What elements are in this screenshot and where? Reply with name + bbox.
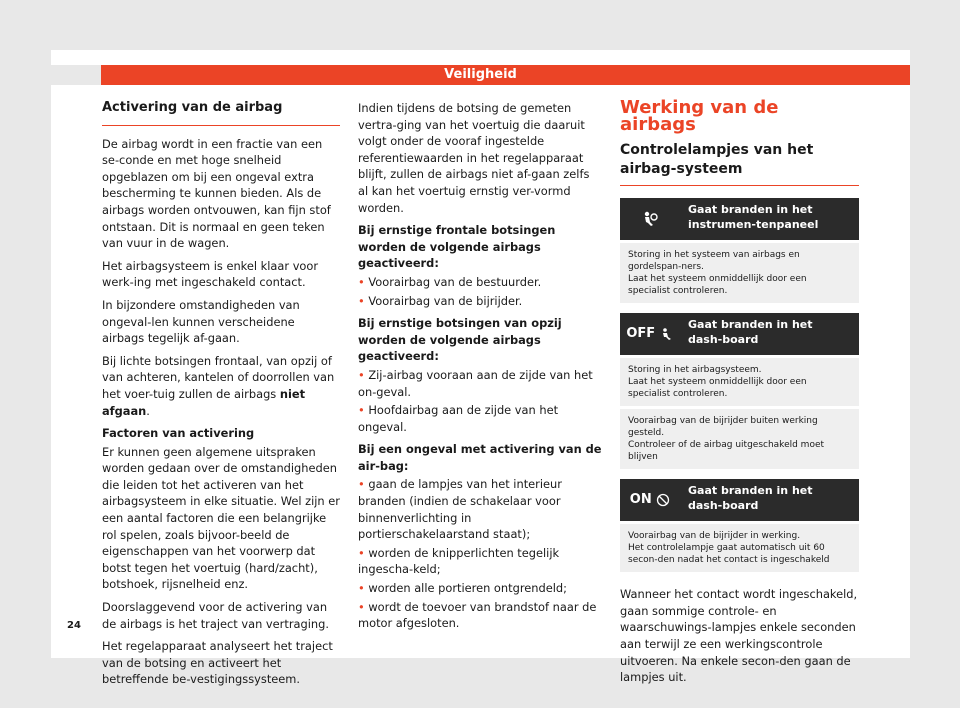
front-heading: Bij ernstige frontale botsingen worden de volgende airbags geactiveerd: — [358, 223, 556, 271]
list-item: • worden alle portieren ontgrendeld; — [358, 581, 567, 596]
bullet-icon: • — [358, 477, 369, 492]
activation-title: Activering van de airbag — [102, 100, 340, 126]
lamp-description: Voorairbag van de bijrijder buiten werking gesteld. Controleer of de airbag uitgeschakeld moet blijven — [620, 409, 859, 469]
bullet-icon: • — [358, 403, 369, 418]
lamp-header: Gaat branden in het instrumen-tenpaneel — [620, 198, 859, 240]
paragraph: Doorslaggevend voor de activering van de airbags is het traject van vertraging. — [102, 600, 329, 631]
list-item: • Hoofdairbag aan de zijde van het ongeval. — [358, 403, 559, 434]
factors-heading: Factoren van activering — [102, 426, 255, 441]
closing-paragraph: Wanneer het contact wordt ingeschakeld, gaan sommige controle- en waarschuwings-lampjes enkele seconden aan terwijl ze een werkingscontrole uitvoeren. Na enkele secon-den gaan de lampjes uit. — [620, 587, 858, 685]
middle-column — [358, 100, 603, 638]
paragraph: Bij lichte botsingen frontaal, van opzij of van achteren, kantelen of doorrollen van het voer-tuig zullen de airbags niet afgaan. — [102, 353, 335, 418]
paragraph: Het airbagsysteem is enkel klaar voor werk-ing met ingeschakeld contact. — [102, 258, 319, 290]
list-item: • Voorairbag van de bestuurder. — [358, 274, 542, 289]
airbag-off-icon: OFF — [620, 313, 680, 355]
left-column — [102, 100, 340, 694]
paragraph: De airbag wordt in een fractie van een se-conde en met hoge snelheid opgeblazen om bij een ongeval extra bescherming te kunnen bieden. Als de airbags worden ontvouwen, kan fijn stof ontstaan. Dit is normaal en geen teken van vuur in de wagen. — [102, 136, 331, 251]
paragraph: Het regelapparaat analyseert het traject van de botsing en activeert het betreffende be-vestigingssysteem. — [102, 639, 333, 687]
list-item: • worden de knipperlichten tegelijk ingescha-keld; — [358, 545, 560, 577]
list-item: • Zij-airbag vooraan aan de zijde van het on-geval. — [358, 367, 593, 399]
paragraph: Er kunnen geen algemene uitspraken worden gedaan over de omstandigheden die leiden tot het activeren van het airbagsysteem in elke situatie. Wel zijn er een aantal factoren die een belangrijke rol spelen, zoals bijvoor-beeld de eigenschappen van het voorwerp dat botst tegen het voertuig (hard/zacht), botshoek, rijsnelheid enz. — [102, 444, 340, 592]
lamp-description: Storing in het airbagsysteem. Laat het systeem onmiddellijk door een specialist controleren. — [620, 358, 859, 406]
bullet-icon: • — [358, 599, 369, 614]
bullet-icon: • — [358, 581, 369, 596]
manual-page — [51, 50, 910, 687]
paragraph: In bijzondere omstandigheden van ongeval-len kunnen verscheidene airbags tegelijk af-gaan. — [102, 297, 300, 346]
list-item: • gaan de lampjes van het interieur branden (indien de schakelaar voor binnenverlichting in portierschakelaarstand staat); — [358, 477, 562, 542]
lamp-header: ON Gaat branden in het dash-board — [620, 479, 859, 521]
list-item: • Voorairbag van de bijrijder. — [358, 293, 523, 308]
bullet-icon: • — [358, 274, 369, 289]
airbag-warning-icon — [620, 198, 680, 240]
bullet-icon: • — [358, 293, 369, 308]
header-tab — [51, 65, 101, 85]
lamp-header: OFF Gaat branden in het dash-board — [620, 313, 859, 355]
working-title: Werking van de airbags — [620, 97, 779, 135]
section-header: Veiligheid — [51, 65, 910, 85]
crash-heading: Bij een ongeval met activering van de air-bag: — [358, 442, 602, 473]
bullet-icon: • — [358, 367, 369, 382]
right-column — [620, 97, 859, 692]
bullet-icon: • — [358, 545, 369, 560]
side-heading: Bij ernstige botsingen van opzij worden de volgende airbags geactiveerd: — [358, 316, 562, 364]
page-number: 24 — [67, 620, 81, 631]
airbag-on-icon: ON — [620, 479, 680, 521]
list-item: • wordt de toevoer van brandstof naar de motor afgesloten. — [358, 599, 597, 631]
lamp-description: Voorairbag van de bijrijder in werking. Het controlelampje gaat automatisch uit 60 secon-den nadat het contact is ingeschakeld — [620, 524, 859, 572]
lamps-subtitle: Controlelampjes van het airbag-systeem — [620, 141, 859, 186]
paragraph: Indien tijdens de botsing de gemeten vertra-ging van het voertuig die daaruit volgt onder de vooraf ingestelde referentiewaarden in het regelapparaat blijft, zullen de airbags niet af-gaan zelfs al kan het voertuig ernstig ver-vormd worden. — [358, 101, 590, 215]
lamp-description: Storing in het systeem van airbags en gordelspan-ners. Laat het systeem onmiddellijk door een specialist controleren. — [620, 243, 859, 303]
